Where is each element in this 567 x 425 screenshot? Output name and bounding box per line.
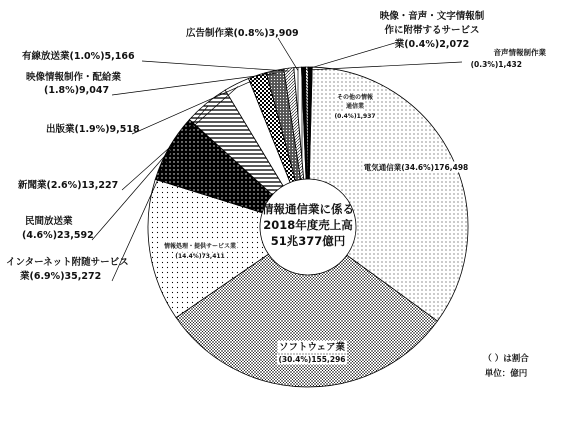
label-fuzui-3: 業(0.4%)2,072 xyxy=(394,39,470,50)
leader-line-yusen xyxy=(142,61,289,71)
leader-line-onsei xyxy=(307,62,462,70)
label-fuzui-1: 映像・音声・文字情報制 xyxy=(379,11,485,22)
label-denki: 電気通信業(34.6%)176,498 xyxy=(363,163,469,172)
label-minkan: 民間放送業 xyxy=(25,216,73,227)
label-onsei: 音声情報制作業 xyxy=(493,48,546,57)
leader-line-kokoku xyxy=(278,38,298,70)
label-internet: インターネット附随サービス xyxy=(6,257,129,268)
label-kokoku: 広告制作業(0.8%)3,909 xyxy=(186,28,299,39)
label-software: ソフトウェア業 xyxy=(278,342,346,353)
unit-note-unit: 単位：億円 xyxy=(484,369,528,379)
label-fuzui-2: 作に附帯するサービス xyxy=(384,25,480,36)
label-sonota-1: その他の情報 xyxy=(336,94,374,101)
label-yusen: 有線放送業(1.0%)5,166 xyxy=(22,51,135,62)
label-onsei-pct: (0.3%)1,432 xyxy=(470,60,522,69)
label-sonota-pct: (0.4%)1,937 xyxy=(334,113,376,120)
label-joho: 情報処理・提供サービス業 xyxy=(163,243,237,250)
label-software-pct: (30.4%)155,296 xyxy=(278,355,346,364)
center-text-line2: 2018年度売上高 xyxy=(263,218,353,232)
label-internet-pct: 業(6.9%)35,272 xyxy=(20,271,102,282)
center-text-line1: 情報通信業に係る xyxy=(262,202,354,216)
label-joho-pct: (14.4%)73,411 xyxy=(175,253,225,260)
label-sonota-2: 通信業 xyxy=(345,103,365,110)
label-eizo: 映像情報制作・配給業 xyxy=(26,72,122,83)
label-shinbun: 新聞業(2.6%)13,227 xyxy=(18,180,119,191)
unit-note-ratio: （ ）は割合 xyxy=(483,354,529,364)
center-text-line3: 51兆377億円 xyxy=(270,234,346,248)
label-shuppan: 出版業(1.9%)9,518 xyxy=(46,124,140,135)
label-eizo-pct: (1.8%)9,047 xyxy=(44,85,110,96)
label-minkan-pct: (4.6%)23,592 xyxy=(22,230,94,241)
